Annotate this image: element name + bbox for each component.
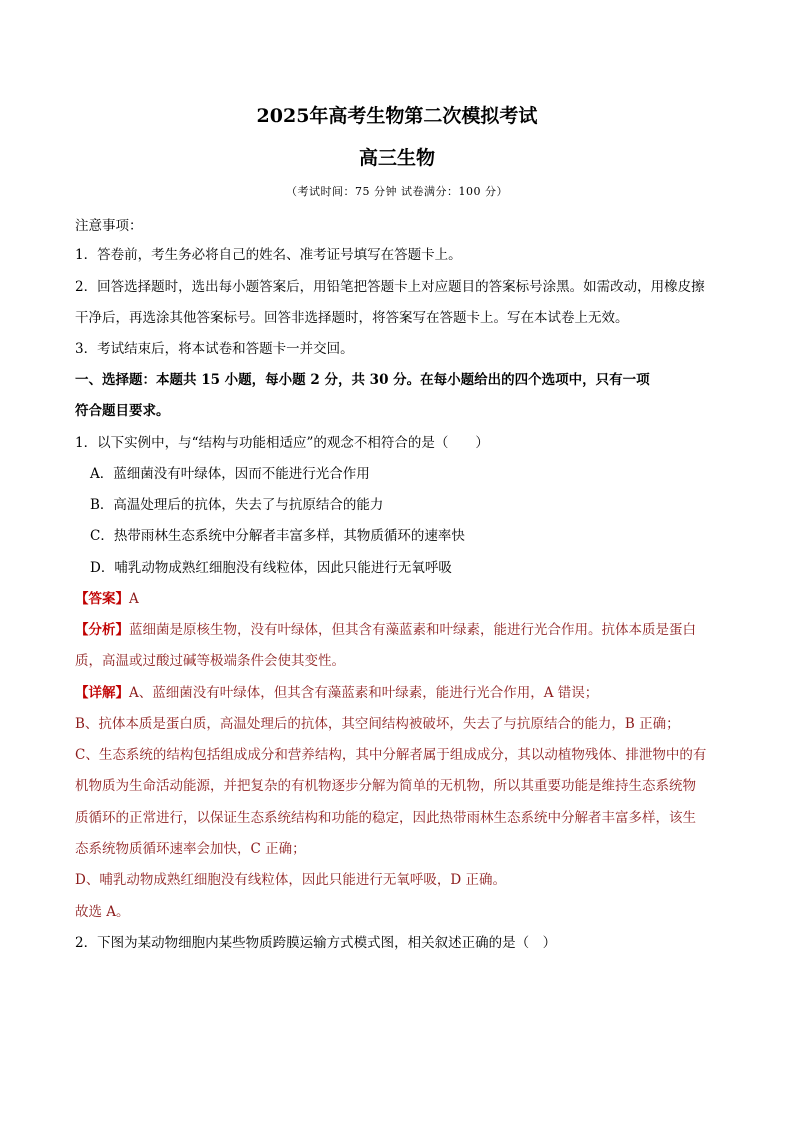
note-item-1: 1．答卷前，考生务必将自己的姓名、准考证号填写在答题卡上。 [75,247,462,263]
analysis-tag: 【分析】 [75,622,129,638]
answer-line [75,589,139,609]
answer-tag: 【答案】 [75,591,129,607]
question-1-stem: 1．以下实例中，与“结构与功能相适应”的观念不相符合的是（ ） [75,435,489,451]
note-item-2-line-2: 干净后，再选涂其他答案标号。回答非选择题时，将答案写在答题卡上。写在本试卷上无效。 [75,310,629,326]
detail-line-d: D、哺乳动物成熟红细胞没有线粒体，因此只能进行无氧呼吸，D 正确。 [75,872,506,888]
note-item-3: 3．考试结束后，将本试卷和答题卡一并交回。 [75,341,354,357]
analysis-text-1: 蓝细菌是原核生物，没有叶绿体，但其含有藻蓝素和叶绿素，能进行光合作用。抗体本质是蛋白 [129,622,696,638]
question-1-option-b: B．高温处理后的抗体，失去了与抗原结合的能力 [90,497,384,513]
question-2-stem: 2．下图为某动物细胞内某些物质跨膜运输方式模式图，相关叙述正确的是（ ） [75,935,557,951]
detail-line-c-4: 态系统物质循环速率会加快，C 正确； [75,841,306,857]
exam-title: 2025年高考生物第二次模拟考试 [256,105,538,127]
question-1-option-d: D．哺乳动物成熟红细胞没有线粒体，因此只能进行无氧呼吸 [90,560,452,576]
section-heading-line-1: 一、选择题：本题共 15 小题，每小题 2 分，共 30 分。在每小题给出的四个选项中，只有一项 [75,372,650,388]
detail-line-c-3: 质循环的正常进行，以保证生态系统结构和功能的稳定，因此热带雨林生态系统中分解者丰富多样，该生 [75,810,696,826]
analysis-line-1 [75,620,696,640]
conclusion-line: 故选 A。 [75,904,130,920]
detail-line-a [75,683,598,703]
detail-line-c-1: C、生态系统的结构包括组成成分和营养结构，其中分解者属于组成成分，其以动植物残体、排泄物中的有 [75,747,707,763]
exam-subject: 高三生物 [358,147,435,169]
detail-tag: 【详解】 [75,685,129,701]
note-item-2-line-1: 2．回答选择题时，选出每小题答案后，用铅笔把答题卡上对应题目的答案标号涂黑。如需改动，用橡皮擦 [75,279,705,295]
question-1-option-a: A．蓝细菌没有叶绿体，因而不能进行光合作用 [90,466,370,482]
detail-line-c-2: 机物质为生命活动能源，并把复杂的有机物逐步分解为简单的无机物，所以其重要功能是维持生态系统物 [75,778,696,794]
notes-heading: 注意事项： [75,218,143,234]
detail-line-b: B、抗体本质是蛋白质，高温处理后的抗体，其空间结构被破坏，失去了与抗原结合的能力，B 正确； [75,716,680,732]
exam-info: （考试时间：75 分钟 试卷满分：100 分） [286,185,508,198]
question-1-option-c: C．热带雨林生态系统中分解者丰富多样，其物质循环的速率快 [90,528,465,544]
detail-text-a: A、蓝细菌没有叶绿体，但其含有藻蓝素和叶绿素，能进行光合作用，A 错误； [129,685,599,701]
answer-value: A [129,591,139,607]
analysis-line-2: 质，高温或过酸过碱等极端条件会使其变性。 [75,653,345,669]
section-heading-line-2: 符合题目要求。 [75,403,170,419]
